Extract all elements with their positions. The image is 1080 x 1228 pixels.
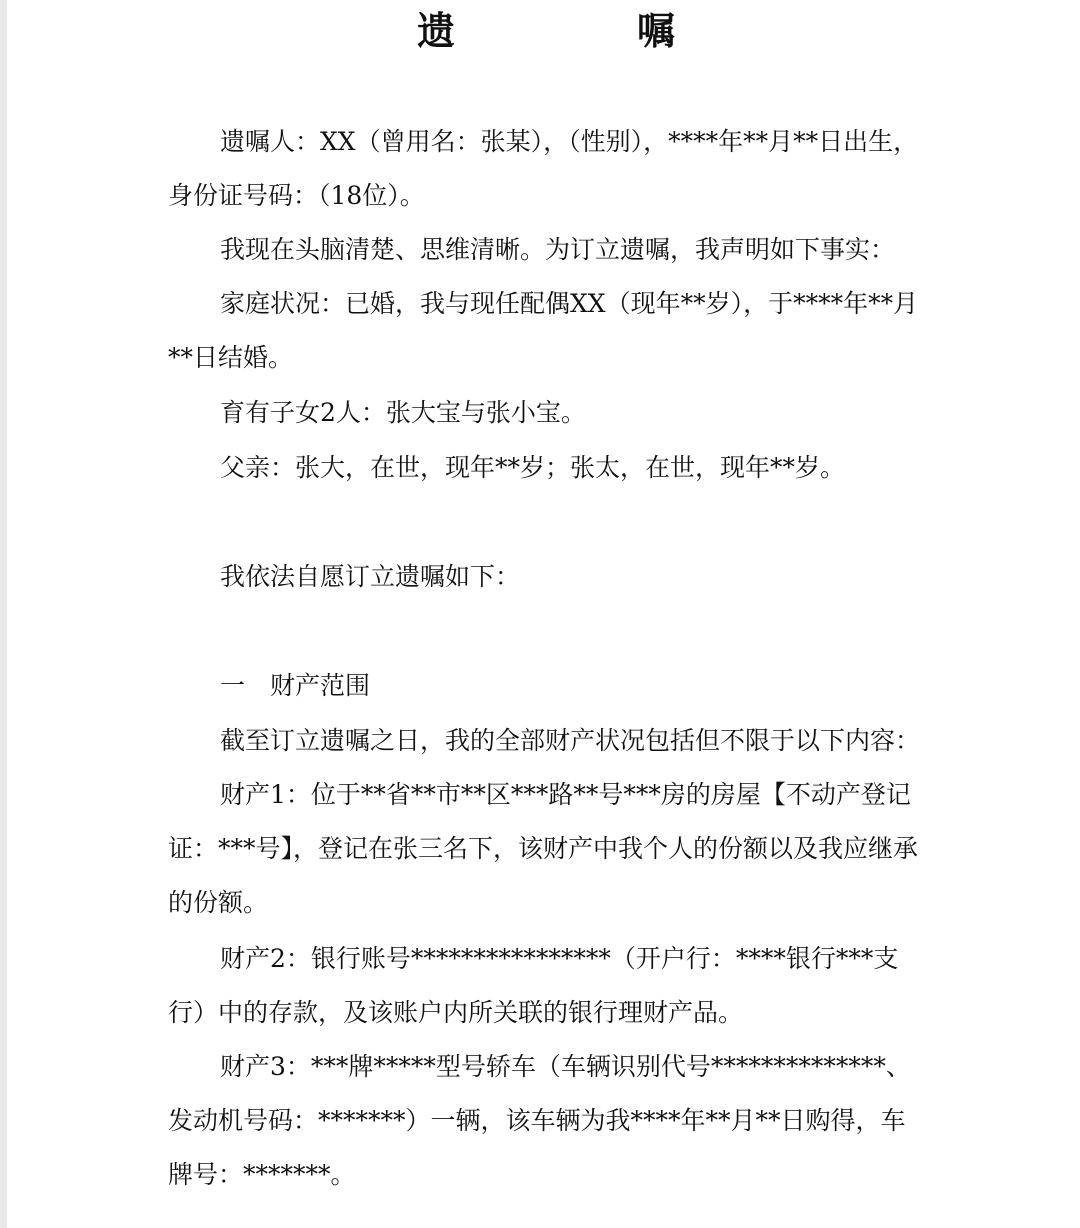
property-3-paragraph: 财产3：***牌*****型号轿车（车辆识别代号**************、发动机号码：*******）一辆，该车辆为我****年**月**日购得，车牌号：*******。	[168, 1052, 911, 1189]
property-overview-paragraph: 截至订立遗嘱之日，我的全部财产状况包括但不限于以下内容：	[220, 726, 921, 755]
children-paragraph: 育有子女2人：张大宝与张小宝。	[220, 398, 586, 427]
document-title: 遗 嘱	[416, 8, 747, 53]
parents-paragraph: 父亲：张大，在世，现年**岁；张太，在世，现年**岁。	[220, 453, 846, 482]
property-1-paragraph: 财产1：位于**省**市**区***路**号***房的房屋【不动产登记证：***号】，登记在张三名下，该财产中我个人的份额以及我应继承的份额。	[168, 780, 919, 917]
will-intro-paragraph: 我依法自愿订立遗嘱如下：	[220, 562, 521, 591]
marital-status-paragraph: 家庭状况：已婚，我与现任配偶XX（现年**岁），于****年**月**日结婚。	[168, 289, 919, 372]
page-left-edge	[0, 0, 7, 1228]
section-heading-property-scope: 一 财产范围	[220, 671, 371, 700]
declaration-paragraph: 我现在头脑清楚、思维清晰。为订立遗嘱，我声明如下事实：	[220, 235, 896, 264]
property-2-paragraph: 财产2：银行账号****************（开户行：****银行***支行）中的存款，及该账户内所关联的银行理财产品。	[168, 944, 899, 1027]
testator-info-paragraph: 遗嘱人：XX（曾用名：张某），（性别），****年**月**日出生，身份证号码：（18位）。	[168, 127, 919, 210]
